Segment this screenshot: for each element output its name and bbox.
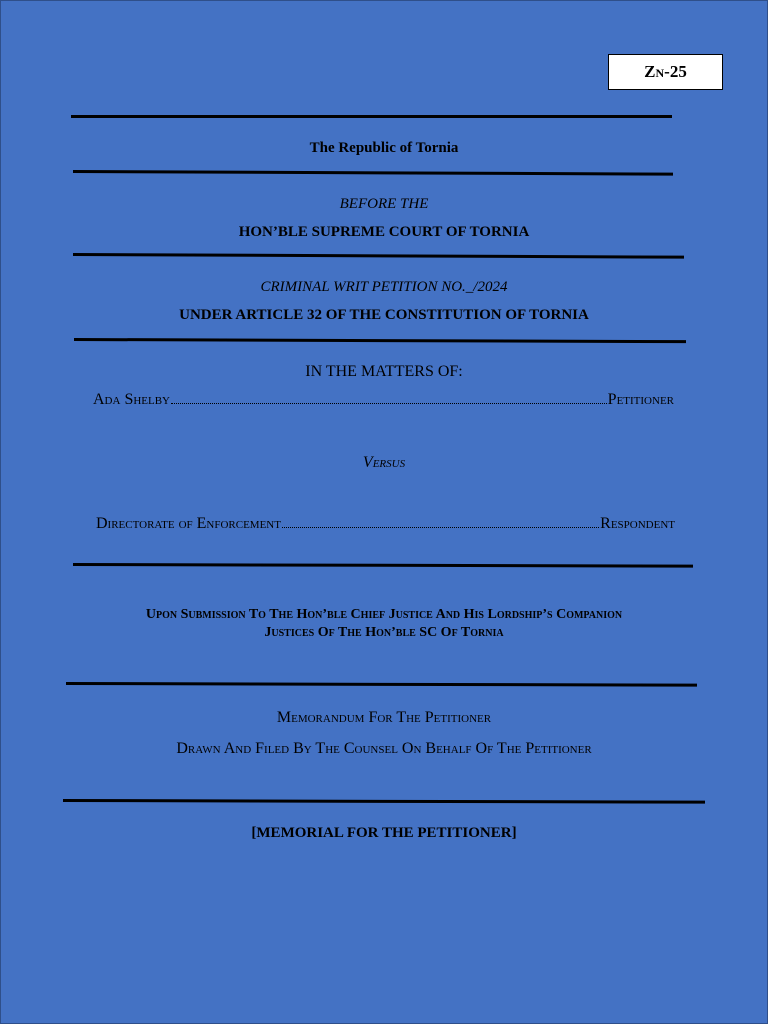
dot-leader <box>282 527 599 528</box>
team-code-box <box>608 54 723 90</box>
dot-leader <box>171 403 607 404</box>
republic-heading: The Republic of Tornia <box>309 140 459 156</box>
respondent-name: Directorate of Enforcement <box>96 515 281 532</box>
divider-rule <box>66 682 697 687</box>
respondent-row <box>96 515 675 533</box>
divider-rule <box>74 338 686 343</box>
petition-number: CRIMINAL WRIT PETITION NO._/2024 <box>260 279 508 295</box>
divider-rule <box>73 170 673 176</box>
divider-rule <box>63 799 705 804</box>
divider-rule <box>73 563 693 568</box>
divider-rule <box>71 115 672 118</box>
versus-text: Versus <box>362 454 406 471</box>
in-the-matters-heading: IN THE MATTERS OF: <box>305 363 463 380</box>
team-code: Zn-25 <box>644 62 687 81</box>
before-the-text: BEFORE THE <box>339 196 429 212</box>
court-name: HON’BLE SUPREME COURT OF TORNIA <box>238 224 530 240</box>
memorandum-title: Memorandum For The Petitioner <box>276 709 492 726</box>
petitioner-name: Ada Shelby <box>93 391 171 408</box>
submission-line-1: Upon Submission To The Hon’ble Chief Justice And His Lordship’s Companion <box>145 607 623 622</box>
memorial-label: [MEMORIAL FOR THE PETITIONER] <box>251 825 517 841</box>
submission-line-2: Justices Of The Hon’ble SC Of Tornia <box>264 625 504 640</box>
petitioner-role: Petitioner <box>607 391 674 408</box>
petitioner-row <box>93 391 674 409</box>
drawn-filed-text: Drawn And Filed By The Counsel On Behalf Of The Petitioner <box>176 740 592 757</box>
article-reference: UNDER ARTICLE 32 OF THE CONSTITUTION OF TORNIA <box>179 307 589 323</box>
respondent-role: Respondent <box>600 515 675 532</box>
divider-rule <box>73 253 684 259</box>
